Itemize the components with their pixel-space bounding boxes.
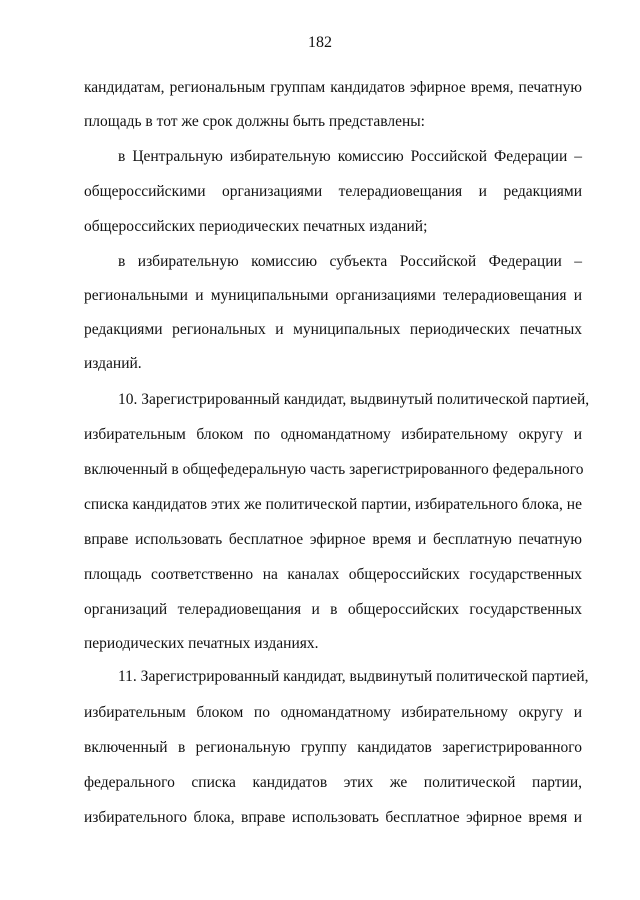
text-line: площадь в тот же срок должны быть представлены: bbox=[84, 113, 425, 130]
text-line: 11. Зарегистрированный кандидат, выдвинутый политической партией, bbox=[118, 668, 589, 685]
text-line: кандидатам, региональным группам кандидатов эфирное время, печатную bbox=[84, 79, 582, 96]
text-line: изданий. bbox=[84, 355, 142, 372]
text-line: общероссийскими организациями телерадиовещания и редакциями bbox=[84, 183, 582, 200]
text-line: периодических печатных изданиях. bbox=[84, 635, 319, 652]
text-line: в избирательную комиссию субъекта Российской Федерации – bbox=[118, 253, 582, 270]
page-number: 182 bbox=[308, 34, 332, 51]
text-line: избирательного блока, вправе использовать бесплатное эфирное время и bbox=[84, 809, 582, 826]
text-line: в Центральную избирательную комиссию Российской Федерации – bbox=[118, 148, 582, 165]
text-line: списка кандидатов этих же политической партии, избирательного блока, не bbox=[84, 496, 582, 513]
text-line: региональными и муниципальными организациями телерадиовещания и bbox=[84, 287, 582, 304]
text-line: организаций телерадиовещания и в общероссийских государственных bbox=[84, 601, 582, 618]
text-line: редакциями региональных и муниципальных периодических печатных bbox=[84, 321, 582, 338]
text-line: федерального списка кандидатов этих же политической партии, bbox=[84, 774, 582, 791]
text-line: площадь соответственно на каналах общероссийских государственных bbox=[84, 566, 582, 583]
text-line: включенный в общефедеральную часть зарегистрированного федерального bbox=[84, 461, 584, 478]
text-line: избирательным блоком по одномандатному избирательному округу и bbox=[84, 426, 582, 443]
text-line: 10. Зарегистрированный кандидат, выдвинутый политической партией, bbox=[118, 391, 590, 408]
text-line: вправе использовать бесплатное эфирное время и бесплатную печатную bbox=[84, 531, 582, 548]
text-line: включенный в региональную группу кандидатов зарегистрированного bbox=[84, 739, 582, 756]
text-line: избирательным блоком по одномандатному избирательному округу и bbox=[84, 704, 582, 721]
text-line: общероссийских периодических печатных изданий; bbox=[84, 218, 428, 235]
